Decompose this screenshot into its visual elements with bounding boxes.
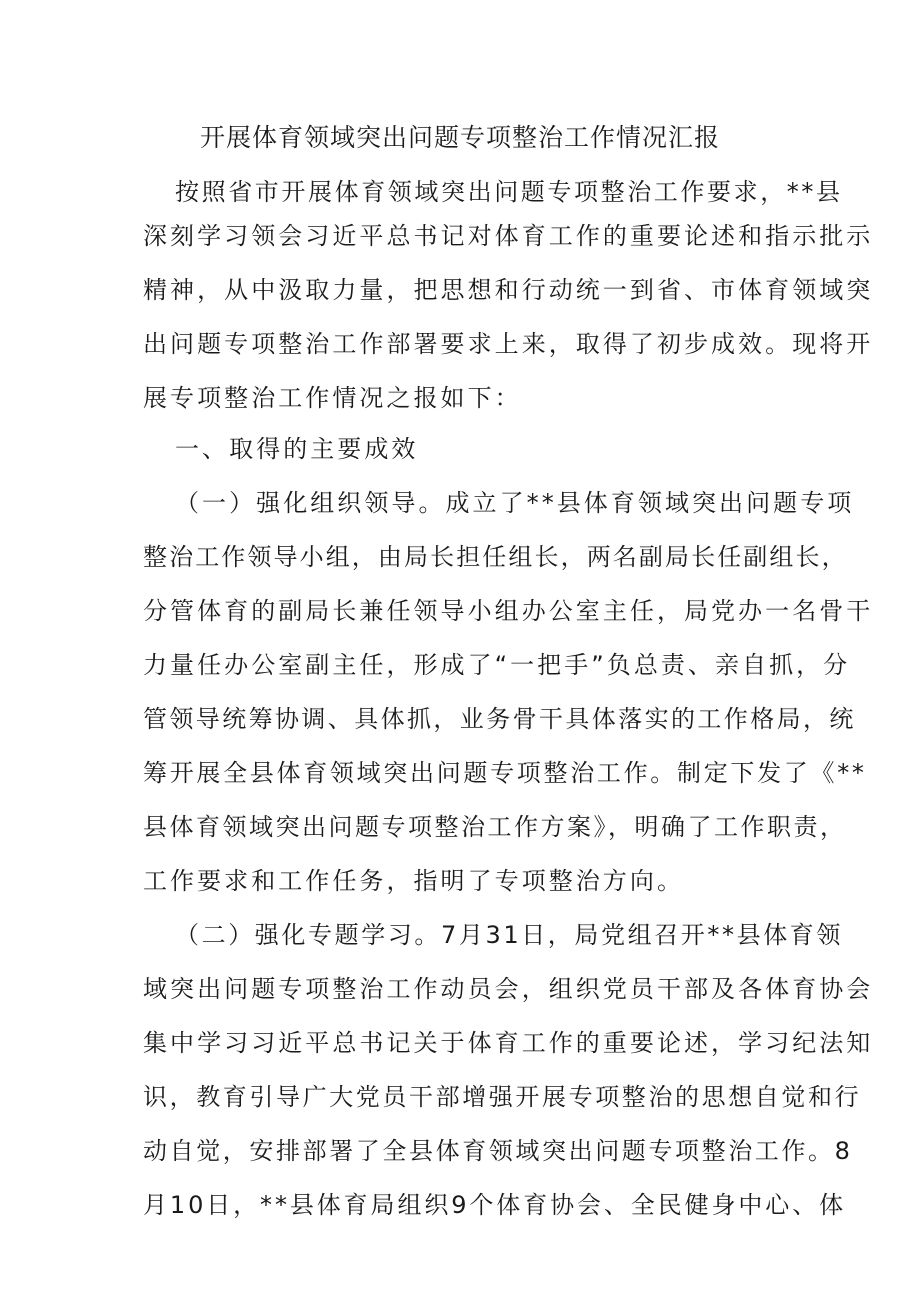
- paragraph-line: 县体育领域突出问题专项整治工作方案》，明确了工作职责，: [143, 813, 847, 841]
- paragraph-line: 域突出问题专项整治工作动员会，组织党员干部及各体育协会: [143, 975, 874, 1003]
- paragraph-line: 识，教育引导广大党员干部增强开展专项整治的思想自觉和行: [143, 1083, 862, 1111]
- paragraph-line: 管领导统筹协调、具体抓，业务骨干具体落实的工作格局，统: [143, 705, 856, 733]
- paragraph-line: 力量任办公室副主任，形成了“一把手”负总责、亲自抓，分: [143, 651, 851, 679]
- paragraph-line: 精神，从中汲取力量，把思想和行动统一到省、市体育领域突: [143, 276, 874, 304]
- paragraph-line: （一）强化组织领导。成立了**县体育领域突出问题专项: [175, 489, 855, 517]
- paragraph-line: 出问题专项整治工作部署要求上来，取得了初步成效。现将开: [143, 330, 874, 358]
- section-heading: 一、取得的主要成效: [175, 435, 419, 463]
- paragraph-line: 筹开展全县体育领域突出问题专项整治工作。制定下发了《**: [143, 759, 867, 787]
- paragraph-line: 分管体育的副局长兼任领导小组办公室主任，局党办一名骨干: [143, 597, 874, 625]
- paragraph-line: 整治工作领导小组，由局长担任组长，两名副局长任副组长，: [143, 543, 848, 571]
- paragraph-line: 工作要求和工作任务，指明了专项整治方向。: [143, 867, 684, 895]
- document-title: 开展体育领域突出问题专项整治工作情况汇报: [199, 123, 720, 152]
- paragraph-line: 深刻学习领会习近平总书记对体育工作的重要论述和指示批示: [143, 222, 874, 250]
- paragraph-line: （二）强化专题学习。7月31日，局党组召开**县体育领: [175, 921, 844, 949]
- paragraph-line: 按照省市开展体育领域突出问题专项整治工作要求，**县: [175, 178, 843, 206]
- paragraph-line: 月10日，**县体育局组织9个体育协会、全民健身中心、体: [143, 1191, 847, 1219]
- paragraph-line: 展专项整治工作情况之报如下：: [143, 384, 522, 412]
- paragraph-line: 动自觉，安排部署了全县体育领域突出问题专项整治工作。8: [143, 1137, 853, 1165]
- paragraph-line: 集中学习习近平总书记关于体育工作的重要论述，学习纪法知: [143, 1029, 874, 1057]
